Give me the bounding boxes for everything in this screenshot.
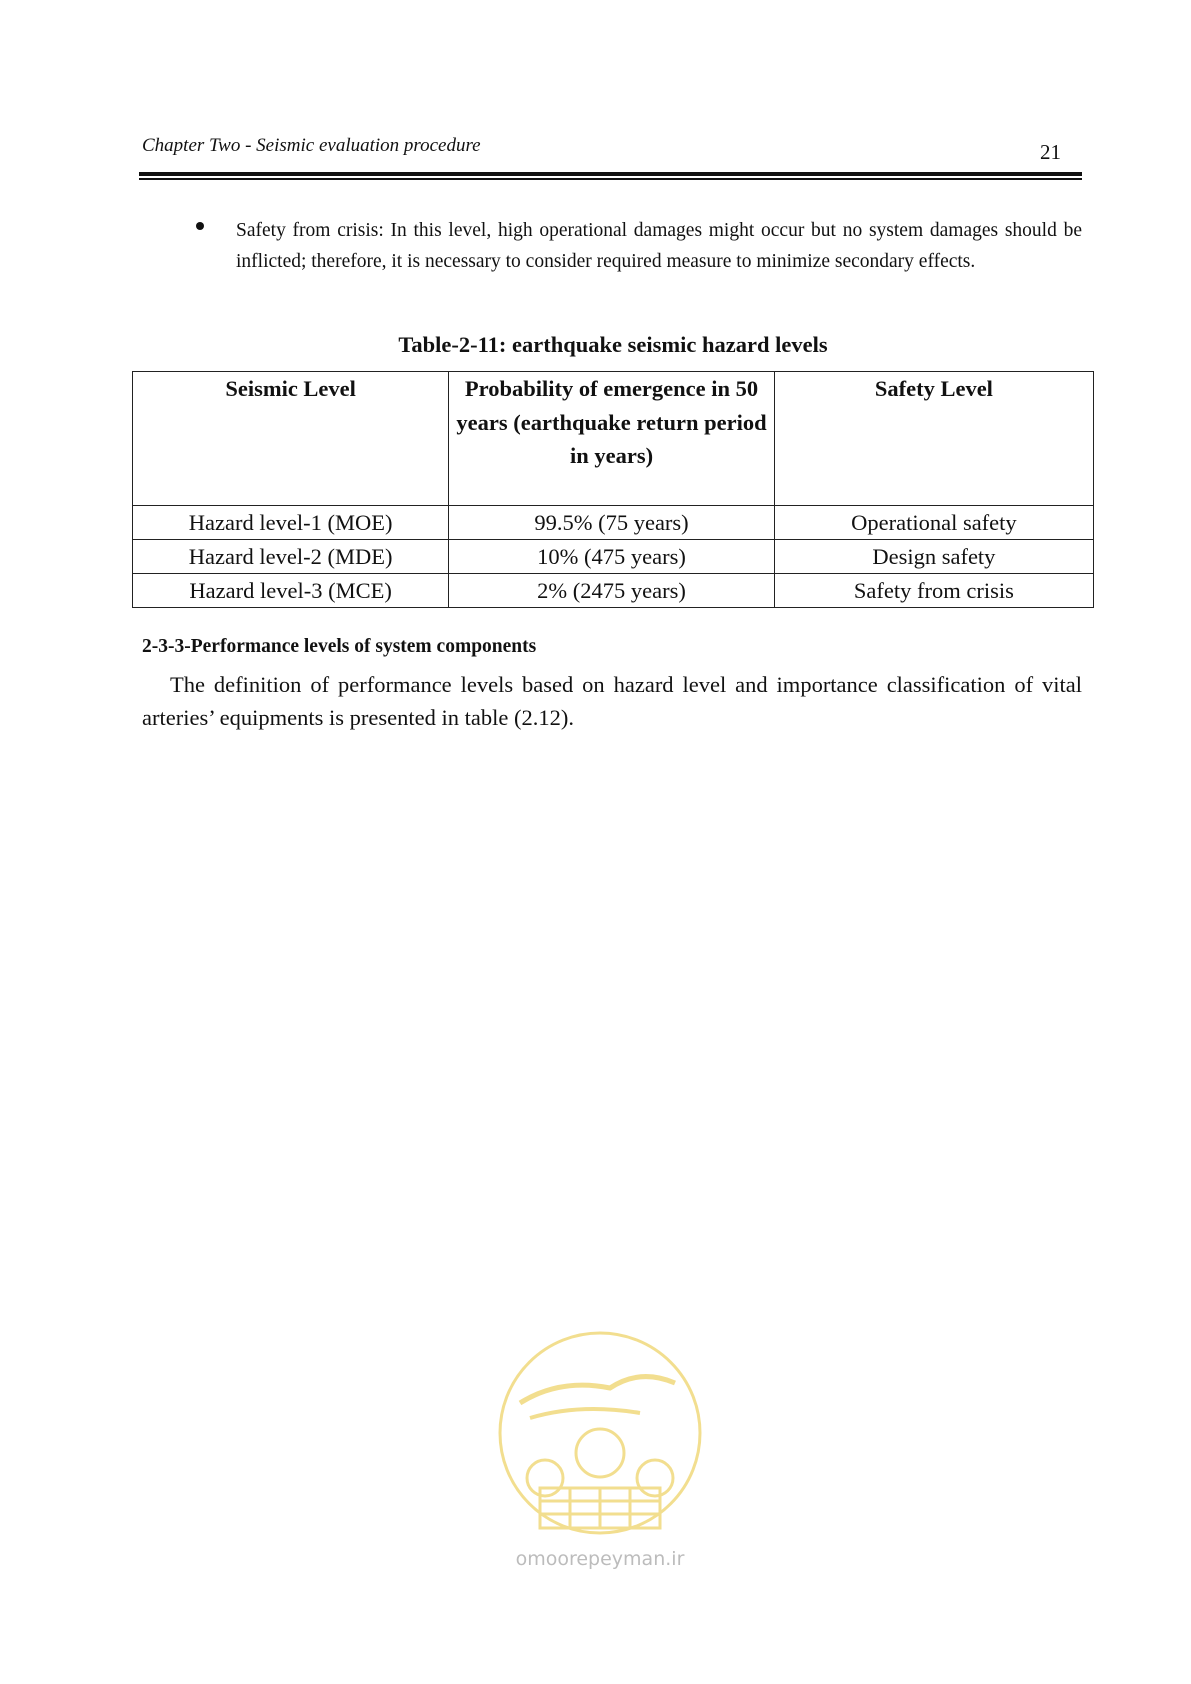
cell-safety-level: Operational safety bbox=[774, 506, 1093, 540]
table-caption: Table-2-11: earthquake seismic hazard levels bbox=[398, 332, 828, 357]
hazard-levels-table bbox=[132, 371, 1094, 608]
cell-probability: 2% (2475 years) bbox=[449, 574, 775, 608]
cell-probability: 10% (475 years) bbox=[449, 540, 775, 574]
body-paragraph: The definition of performance levels based on hazard level and importance classification of vital arteries’ equipments is presented in table (2.12). bbox=[142, 672, 1082, 730]
table-row bbox=[133, 574, 1094, 608]
cell-seismic-level: Hazard level-2 (MDE) bbox=[133, 540, 449, 574]
cell-safety-level: Design safety bbox=[774, 540, 1093, 574]
table-row bbox=[133, 506, 1094, 540]
cell-safety-level: Safety from crisis bbox=[774, 574, 1093, 608]
table-header-row bbox=[133, 372, 1094, 506]
cell-seismic-level: Hazard level-1 (MOE) bbox=[133, 506, 449, 540]
cell-seismic-level: Hazard level-3 (MCE) bbox=[133, 574, 449, 608]
page-number: 21 bbox=[1040, 140, 1061, 164]
bullet-icon bbox=[196, 222, 204, 230]
cell-probability: 99.5% (75 years) bbox=[449, 506, 775, 540]
header-seismic-level: Seismic Level bbox=[133, 372, 449, 506]
watermark-seal-icon bbox=[490, 1328, 710, 1543]
section-heading: 2-3-3-Performance levels of system components bbox=[142, 636, 537, 657]
watermark-site: omoorepeyman.ir bbox=[515, 1548, 685, 1570]
watermark-logo bbox=[490, 1328, 710, 1598]
header-safety-level: Safety Level bbox=[774, 372, 1093, 506]
bullet-text: Safety from crisis: In this level, high operational damages might occur but no system damages should be inflicted; therefore, it is necessary to consider required measure to minimize secondary effects. bbox=[236, 220, 1082, 272]
header-rule-thick bbox=[139, 172, 1082, 176]
header-probability: Probability of emergence in 50 years (earthquake return period in years) bbox=[449, 372, 775, 506]
header-rule-thin bbox=[139, 178, 1082, 180]
chapter-header: Chapter Two - Seismic evaluation procedure bbox=[142, 135, 481, 156]
table-row bbox=[133, 540, 1094, 574]
